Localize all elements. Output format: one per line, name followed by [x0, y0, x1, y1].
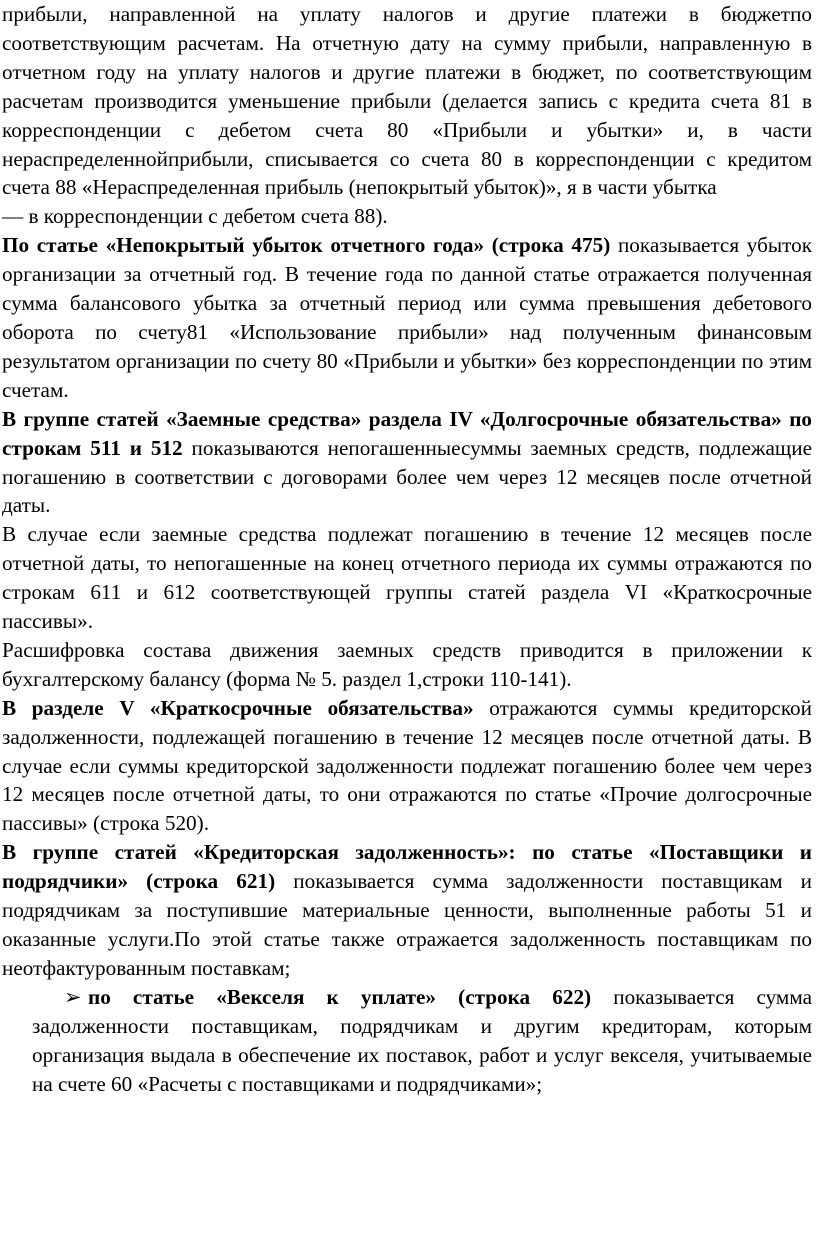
- paragraph-form-5: [2, 636, 812, 694]
- bullet-text: показывается сумма задолженности поставщикам, подрядчикам и другим кредиторам, которым организация выдала в обеспечение их поставок, работ и услуг векселя, учитываемые на счете 60 «Расчеты с поставщиками и подрядчиками»;: [32, 984, 812, 1096]
- paragraph-short-term-repayment: [2, 520, 812, 636]
- paragraph-text: отражаются суммы кредиторской задолженности, подлежащей погашению в течение 12 месяцев после отчетной даты. В случае если суммы кредиторской задолженности подлежат погашению более чем через 12 месяцев после отчетной даты, то они отражаются по статье «Прочие долгосрочные пассивы» (строка 520).: [2, 695, 812, 836]
- paragraph-profit-taxes: [2, 0, 812, 202]
- paragraph-heading: В разделе V «Краткосрочные обязательства»: [2, 695, 474, 720]
- paragraph-debit-88: [2, 202, 812, 231]
- paragraph-text: показывается убыток организации за отчетный год. В течение года по данной статье отражается полученная сумма балансового убытка за отчетный период или сумма превышения дебетового оборота по счету81 «Использование прибыли» над полученным финансовым результатом организации по счету 80 «Прибыли и убытки» без корреспонденции по этим счетам.: [2, 233, 812, 402]
- paragraph-uncovered-loss: [2, 231, 812, 404]
- paragraph-heading: В группе статей «Кредиторская задолженность»: по статье «Поставщики и подрядчики» (строка 621): [2, 840, 812, 894]
- bullet-item-bills-payable: [2, 983, 812, 1099]
- paragraph-heading: В группе статей «Заемные средства» раздела IV «Долгосрочные обязательства» по строкам 511 и 512: [2, 406, 812, 460]
- paragraph-text: прибыли, направленной на уплату налогов и другие платежи в бюджетпо соответствующим расчетам. На отчетную дату на сумму прибыли, направленную в отчетном году на уплату налогов и другие платежи в бюджет, по соответствующим расчетам производится уменьшение прибыли (делается запись с кредита счета 81 в корреспонденции с дебетом счета 80 «Прибыли и убытки» и, в части нераспределеннойприбыли, списывается со счета 80 в корреспонденции с кредитом счета 88 «Нераспределенная прибыль (непокрытый убыток)», я в части убытка: [2, 2, 812, 200]
- arrow-bullet-icon: ➢: [64, 984, 82, 1009]
- paragraph-section-v: [2, 694, 812, 839]
- paragraph-text: показываются непогашенныесуммы заемных средств, подлежащие погашению в соответствии с договорами более чем через 12 месяцев после отчетной даты.: [2, 435, 812, 518]
- paragraph-text: показывается сумма задолженности поставщикам и подрядчикам за поступившие материальные ценности, выполненные работы 51 и оказанные услуги.По этой статье также отражается задолженность поставщикам по неотфактурованным поставкам;: [2, 869, 813, 980]
- paragraph-heading: По статье «Непокрытый убыток отчетного года» (строка 475): [2, 233, 611, 258]
- paragraph-borrowed-funds: [2, 405, 812, 521]
- bullet-heading: по статье «Векселя к уплате» (строка 622): [88, 984, 592, 1009]
- paragraph-text: В случае если заемные средства подлежат погашению в течение 12 месяцев после отчетной даты, то непогашенные на конец отчетного периода их суммы отражаются по строкам 611 и 612 соответствующей группы статей раздела VI «Краткосрочные пассивы».: [2, 522, 812, 634]
- bullet-paragraph: [32, 983, 812, 1099]
- paragraph-accounts-payable: [2, 838, 812, 983]
- paragraph-text: Расшифровка состава движения заемных средств приводится в приложении к бухгалтерскому балансу (форма № 5. раздел 1,строки 110-141).: [2, 637, 812, 691]
- paragraph-text: — в корреспонденции с дебетом счета 88).: [2, 204, 388, 229]
